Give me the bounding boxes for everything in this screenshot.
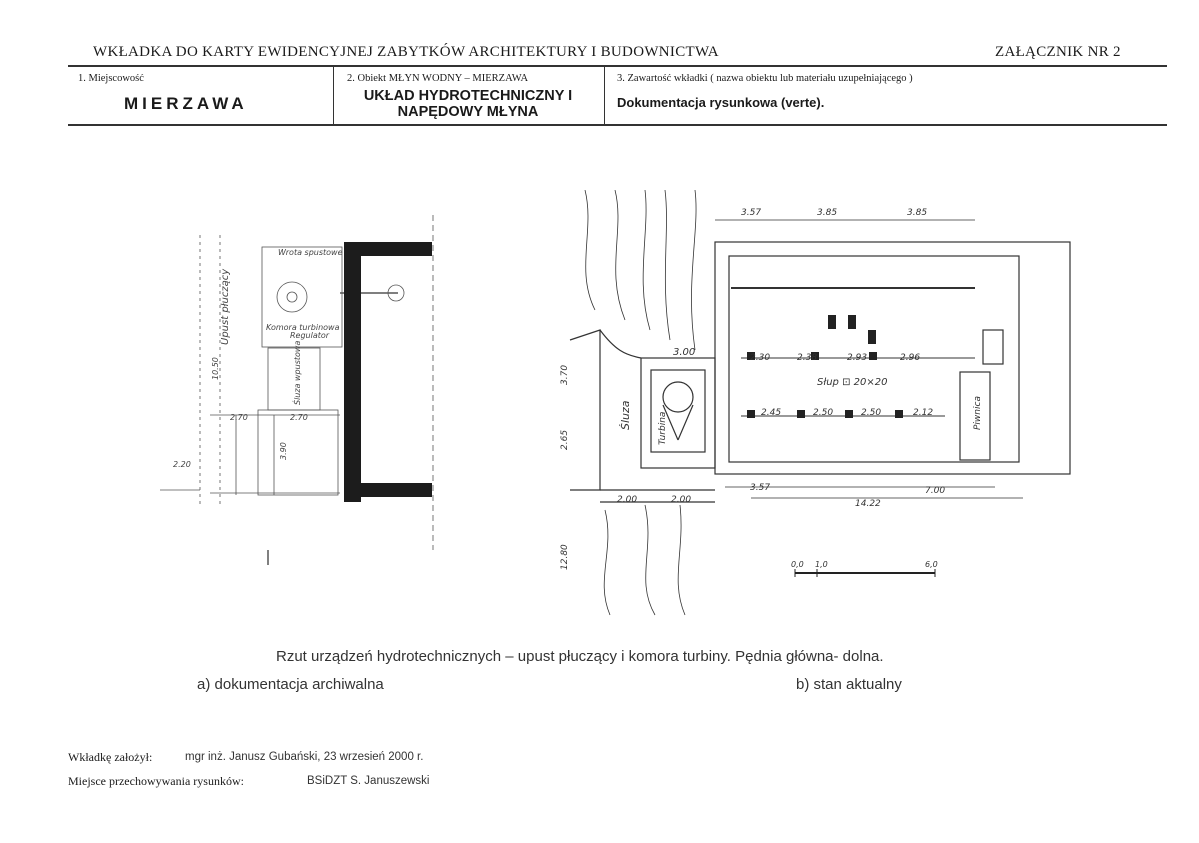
header-rule-top xyxy=(68,65,1167,67)
svg-text:3.57: 3.57 xyxy=(750,483,771,493)
svg-text:3.00: 3.00 xyxy=(673,347,696,358)
svg-text:3.85: 3.85 xyxy=(907,208,928,218)
caption-left: a) dokumentacja archiwalna xyxy=(197,676,384,693)
scale-bar xyxy=(791,560,938,577)
caption-right: b) stan aktualny xyxy=(796,676,902,693)
author-value: mgr inż. Janusz Gubański, 23 wrzesień 2000 r. xyxy=(185,751,424,763)
contents-value: Dokumentacja rysunkowa (verte). xyxy=(617,95,825,110)
svg-text:2.38: 2.38 xyxy=(797,353,818,363)
header-rule-bottom xyxy=(68,124,1167,126)
label-wrota: Wrota spustowe xyxy=(278,248,343,257)
svg-text:2.00: 2.00 xyxy=(617,495,638,505)
svg-text:2.50: 2.50 xyxy=(813,408,834,418)
column-divider-2 xyxy=(604,67,605,124)
svg-text:1,0: 1,0 xyxy=(815,560,828,569)
svg-text:2.70: 2.70 xyxy=(230,413,248,422)
svg-text:2.20: 2.20 xyxy=(173,460,191,469)
svg-text:3.57: 3.57 xyxy=(741,208,762,218)
svg-text:3.70: 3.70 xyxy=(560,364,570,385)
svg-text:10.50: 10.50 xyxy=(211,357,220,380)
wall-black xyxy=(344,242,361,502)
place-label: 1. Miejscowość xyxy=(78,73,144,84)
svg-text:6,0: 6,0 xyxy=(925,560,938,569)
turbine-circle xyxy=(663,382,693,412)
svg-text:14.22: 14.22 xyxy=(855,499,881,509)
svg-text:2.45: 2.45 xyxy=(761,408,782,418)
label-piwnica: Piwnica xyxy=(973,396,983,430)
current-state-drawing xyxy=(555,190,1075,620)
label-regulator: Regulator xyxy=(290,331,330,340)
figure-caption: Rzut urządzeń hydrotechnicznych – upust płuczący i komora turbiny. Pędnia główna- dolna. xyxy=(276,648,884,665)
place-value: MIERZAWA xyxy=(124,94,248,113)
svg-text:2.93: 2.93 xyxy=(847,353,868,363)
svg-text:2.50: 2.50 xyxy=(861,408,882,418)
object-title xyxy=(333,88,603,120)
svg-text:2.12: 2.12 xyxy=(913,408,934,418)
pillars xyxy=(747,315,903,418)
svg-text:0,0: 0,0 xyxy=(791,560,804,569)
svg-text:2.96: 2.96 xyxy=(900,353,921,363)
label-turbina: Turbina xyxy=(658,411,668,445)
svg-text:2.70: 2.70 xyxy=(290,413,308,422)
label-slup: Słup ⊡ 20×20 xyxy=(817,377,888,388)
contents-label: 3. Zawartość wkładki ( nazwa obiektu lub materiału uzupełniającego ) xyxy=(617,73,913,84)
svg-text:12.80: 12.80 xyxy=(560,544,570,570)
author-label: Wkładkę założył: xyxy=(68,750,153,764)
object-title-line-1: UKŁAD HYDROTECHNICZNY I xyxy=(363,88,573,104)
attachment-number: ZAŁĄCZNIK NR 2 xyxy=(995,44,1121,60)
label-komora: Komora turbinowa xyxy=(266,323,340,332)
svg-text:3.90: 3.90 xyxy=(279,442,288,460)
svg-text:2.00: 2.00 xyxy=(671,495,692,505)
storage-value: BSiDZT S. Januszewski xyxy=(307,775,430,787)
object-title-line-2: NAPĘDOWY MŁYNA xyxy=(397,104,539,120)
archival-drawing xyxy=(140,205,450,575)
form-title: WKŁADKA DO KARTY EWIDENCYJNEJ ZABYTKÓW ARCHITEKTURY I BUDOWNICTWA xyxy=(93,44,719,60)
label-sluza-right: Śluza xyxy=(619,400,632,430)
storage-label: Miejsce przechowywania rysunków: xyxy=(68,774,244,788)
label-sluza: Śluza wpustowa xyxy=(293,340,302,405)
label-upust: Upust płuczący xyxy=(220,268,231,345)
svg-text:2.65: 2.65 xyxy=(560,429,570,450)
svg-text:2.30: 2.30 xyxy=(750,353,771,363)
svg-text:3.85: 3.85 xyxy=(817,208,838,218)
svg-text:7.00: 7.00 xyxy=(925,486,946,496)
object-label: 2. Obiekt MŁYN WODNY – MIERZAWA xyxy=(347,73,529,84)
